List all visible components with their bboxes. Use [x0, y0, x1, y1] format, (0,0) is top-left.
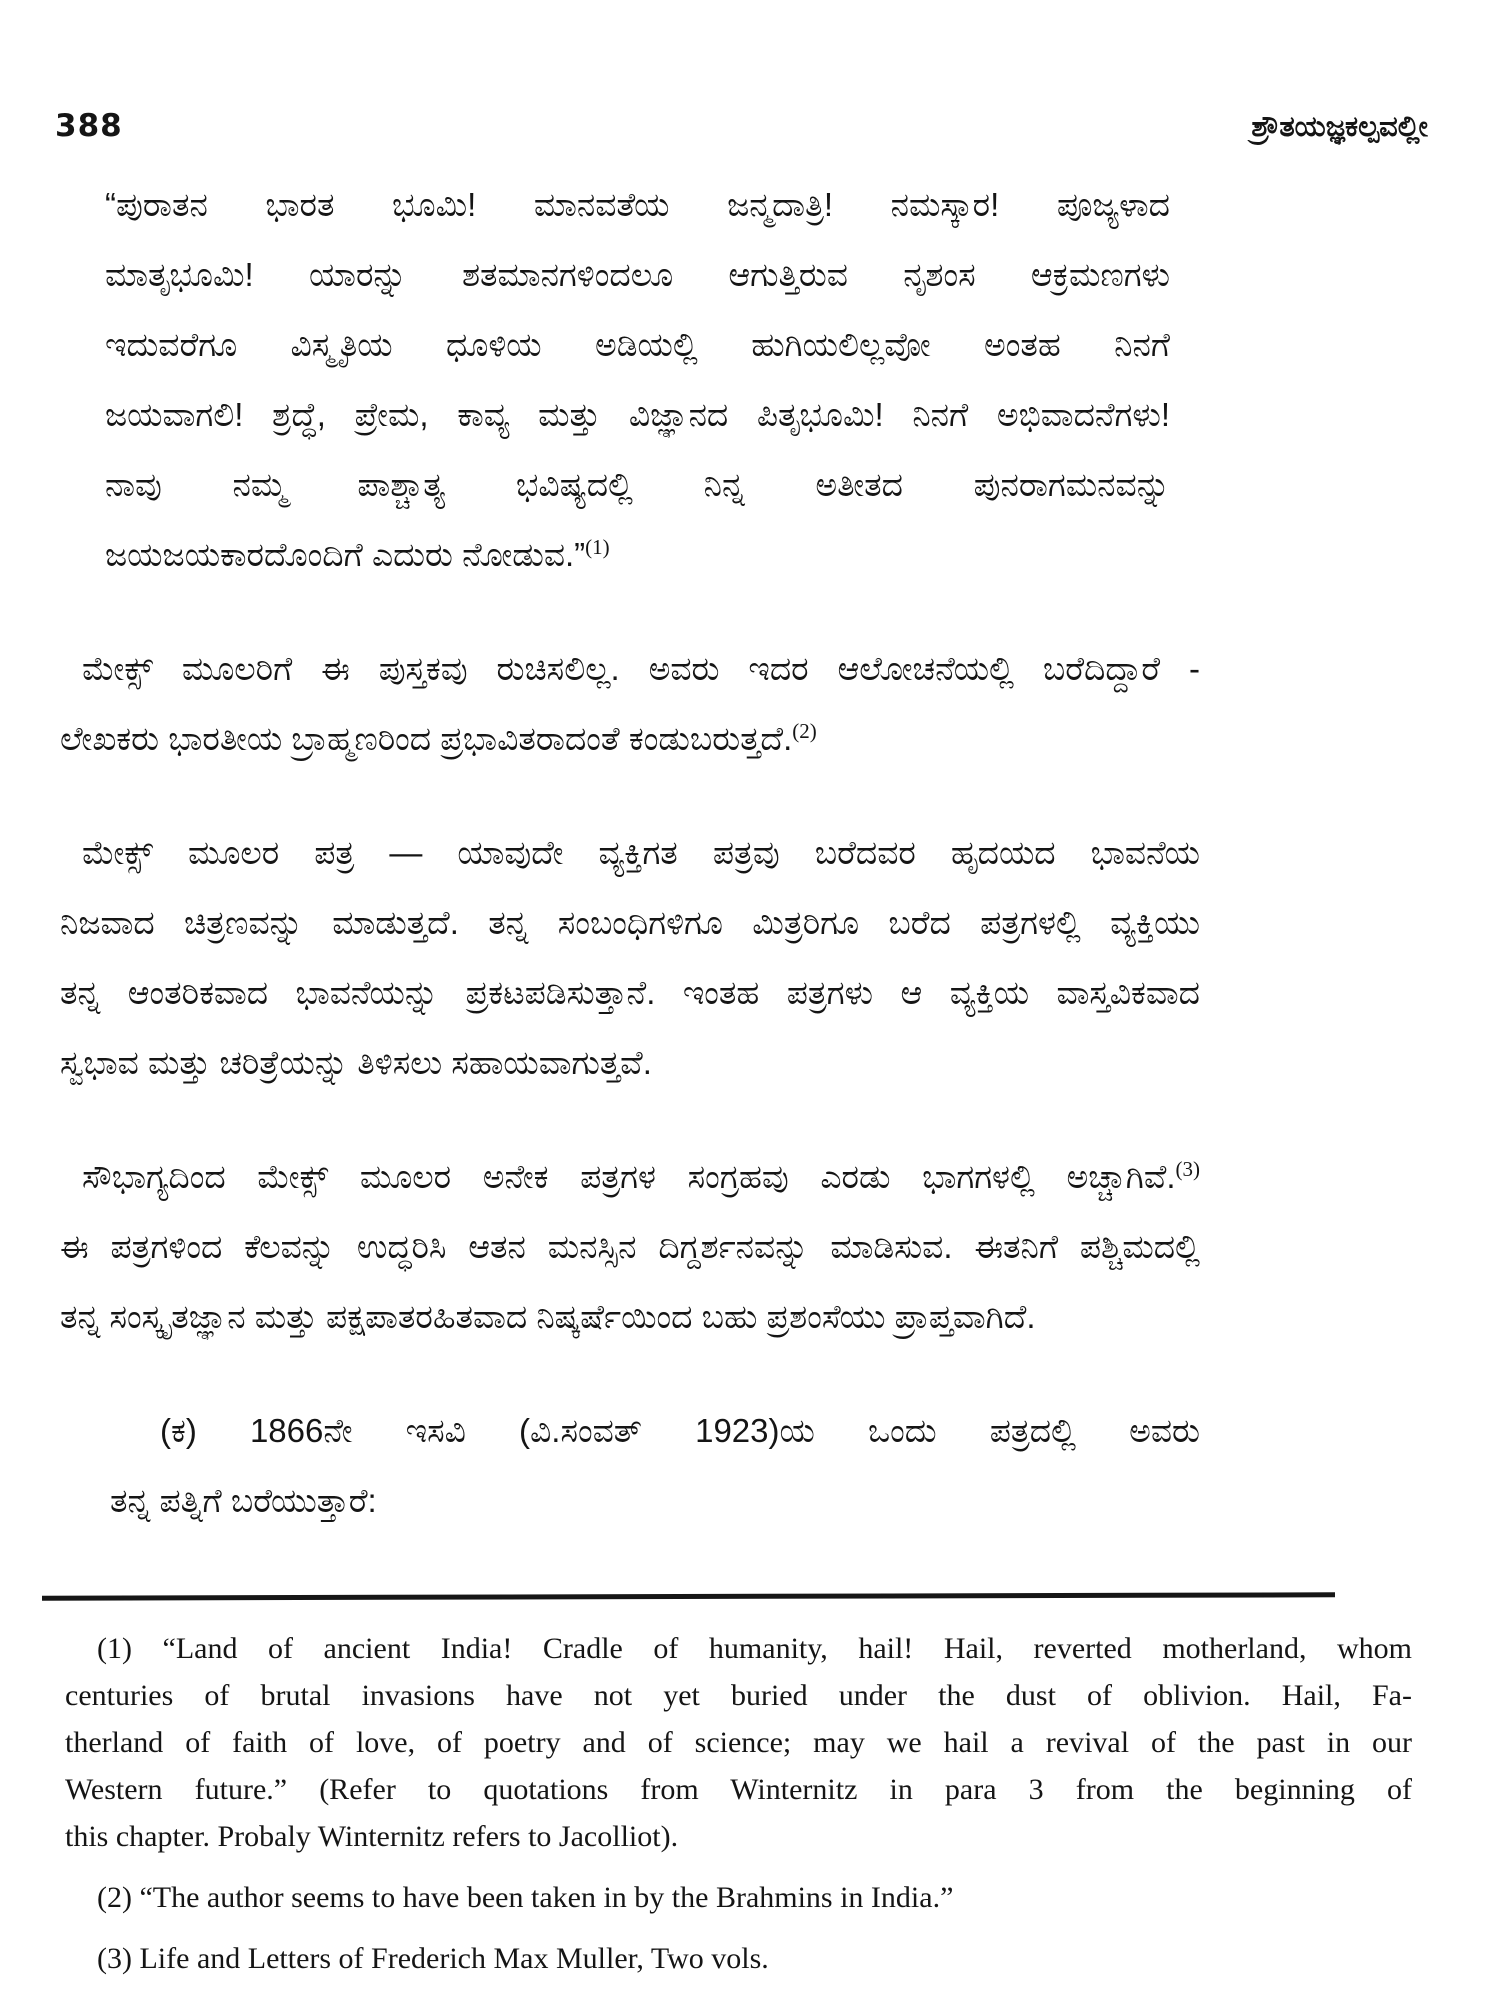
quote-line: ಇದುವರೆಗೂ ವಿಸ್ಮೃತಿಯ ಧೂಳಿಯ ಅಡಿಯಲ್ಲಿ ಹುಗಿಯಲಿಲ್ಲವೋ ಅಂತಹ ನಿನಗೆ	[105, 326, 1170, 363]
quote-line	[105, 520, 1170, 590]
running-title: ಶ್ರೌತಯಜ್ಞಕಲ್ಪವಲ್ಲೀ	[1251, 111, 1428, 143]
footnote-line: (1) “Land of ancient India! Cradle of humanity, hail! Hail, reverted motherland, whom	[97, 1632, 1412, 1665]
footnote-3	[65, 1935, 1412, 1982]
para-line: ತನ್ನ ಪತ್ನಿಗೆ ಬರೆಯುತ್ತಾರೆ:	[110, 1482, 377, 1519]
quote-line: ನಾವು ನಮ್ಮ ಪಾಶ್ಚಾತ್ಯ ಭವಿಷ್ಯದಲ್ಲಿ ನಿನ್ನ ಅತೀತದ ಪುನರಾಗಮನವನ್ನು	[105, 466, 1170, 503]
page-number: 388	[55, 108, 123, 144]
footnote-ref-2: (2)	[792, 719, 817, 743]
para-line-text: ಲೇಖಕರು ಭಾರತೀಯ ಬ್ರಾಹ್ಮಣರಿಂದ ಪ್ರಭಾವಿತರಾದಂತೆ ಕಂಡುಬರುತ್ತದೆ.	[60, 720, 793, 757]
footnote-separator	[42, 1592, 1335, 1600]
para-line	[60, 704, 1200, 774]
footnote-ref-3: (3)	[1175, 1157, 1200, 1181]
paragraph-letters-intro	[60, 818, 1200, 1098]
quote-line: ಜಯವಾಗಲಿ! ಶ್ರದ್ಧೆ, ಪ್ರೇಮ, ಕಾವ್ಯ ಮತ್ತು ವಿಜ್ಞಾನದ ಪಿತೃಭೂಮಿ! ನಿನಗೆ ಅಭಿವಾದನೆಗಳು!	[105, 396, 1170, 433]
footnote-line: (2) “The author seems to have been taken in by the Brahmins in India.”	[97, 1881, 954, 1914]
footnote-line: Western future.” (Refer to quotations from Winternitz in para 3 from the beginning of	[65, 1773, 1412, 1806]
footnote-ref-1: (1)	[585, 535, 610, 559]
paragraph-letters-collection	[60, 1142, 1200, 1352]
footnotes-section	[65, 1625, 1412, 1982]
para-line: ಮೇಕ್ಸ್ ಮೂಲರ ಪತ್ರ — ಯಾವುದೇ ವ್ಯಕ್ತಿಗತ ಪತ್ರವು ಬರೆದವರ ಹೃದಯದ ಭಾವನೆಯ	[82, 834, 1200, 871]
para-line: ಮೇಕ್ಸ್ ಮೂಲರಿಗೆ ಈ ಪುಸ್ತಕವು ರುಚಿಸಲಿಲ್ಲ. ಅವರು ಇದರ ಆಲೋಚನೆಯಲ್ಲಿ ಬರೆದಿದ್ದಾರೆ -	[82, 650, 1200, 687]
footnote-line: this chapter. Probaly Winternitz refers to Jacolliot).	[65, 1820, 679, 1853]
paragraph-letter-1866	[60, 1396, 1200, 1536]
quote-line: ಮಾತೃಭೂಮಿ! ಯಾರನ್ನು ಶತಮಾನಗಳಿಂದಲೂ ಆಗುತ್ತಿರುವ ನೃಶಂಸ ಆಕ್ರಮಣಗಳು	[105, 256, 1170, 293]
footnote-line: therland of faith of love, of poetry and of science; may we hail a revival of the past in our	[65, 1726, 1412, 1759]
footnote-1	[65, 1625, 1412, 1860]
para-line: ತನ್ನ ಆಂತರಿಕವಾದ ಭಾವನೆಯನ್ನು ಪ್ರಕಟಪಡಿಸುತ್ತಾನೆ. ಇಂತಹ ಪತ್ರಗಳು ಆ ವ್ಯಕ್ತಿಯ ವಾಸ್ತವಿಕವಾದ	[60, 974, 1200, 1011]
footnote-line: (3) Life and Letters of Frederich Max Muller, Two vols.	[97, 1942, 769, 1975]
quote-closing-text: ಜಯಜಯಕಾರದೊಂದಿಗೆ ಎದುರು ನೋಡುವ.”	[105, 536, 586, 573]
para-line-text: ಸೌಭಾಗ್ಯದಿಂದ ಮೇಕ್ಸ್ ಮೂಲರ ಅನೇಕ ಪತ್ರಗಳ ಸಂಗ್ರಹವು ಎರಡು ಭಾಗಗಳಲ್ಲಿ ಅಚ್ಚಾಗಿವೆ.	[82, 1158, 1176, 1195]
page-header	[0, 0, 1500, 144]
footnote-2	[65, 1874, 1412, 1921]
para-line: ಈ ಪತ್ರಗಳಿಂದ ಕೆಲವನ್ನು ಉದ್ಧರಿಸಿ ಆತನ ಮನಸ್ಸಿನ ದಿಗ್ದರ್ಶನವನ್ನು ಮಾಡಿಸುವ. ಈತನಿಗೆ ಪಶ್ಚಿಮದಲ್ಲಿ	[60, 1228, 1200, 1265]
para-line: ಸ್ವಭಾವ ಮತ್ತು ಚರಿತ್ರೆಯನ್ನು ತಿಳಿಸಲು ಸಹಾಯವಾಗುತ್ತವೆ.	[60, 1044, 652, 1081]
para-line: ತನ್ನ ಸಂಸ್ಕೃತಜ್ಞಾನ ಮತ್ತು ಪಕ್ಷಪಾತರಹಿತವಾದ ನಿಷ್ಕರ್ಷೆಯಿಂದ ಬಹು ಪ್ರಶಂಸೆಯು ಪ್ರಾಪ್ತವಾಗಿದೆ.	[60, 1298, 1036, 1335]
para-line: (ಕ) 1866ನೇ ಇಸವಿ (ವಿ.ಸಂವತ್ 1923)ಯ ಒಂದು ಪತ್ರದಲ್ಲಿ ಅವರು	[160, 1412, 1200, 1449]
para-line: ನಿಜವಾದ ಚಿತ್ರಣವನ್ನು ಮಾಡುತ್ತದೆ. ತನ್ನ ಸಂಬಂಧಿಗಳಿಗೂ ಮಿತ್ರರಿಗೂ ಬರೆದ ಪತ್ರಗಳಲ್ಲಿ ವ್ಯಕ್ತಿಯು	[60, 904, 1200, 941]
para-line	[60, 1142, 1200, 1212]
quote-line: “ಪುರಾತನ ಭಾರತ ಭೂಮಿ! ಮಾನವತೆಯ ಜನ್ಮದಾತ್ರಿ! ನಮಸ್ಕಾರ! ಪೂಜ್ಯಳಾದ	[105, 186, 1170, 223]
paragraph-muller-opinion	[60, 634, 1200, 774]
quote-block	[105, 170, 1170, 590]
footnote-line: centuries of brutal invasions have not yet buried under the dust of oblivion. Hail, Fa-	[65, 1679, 1412, 1712]
